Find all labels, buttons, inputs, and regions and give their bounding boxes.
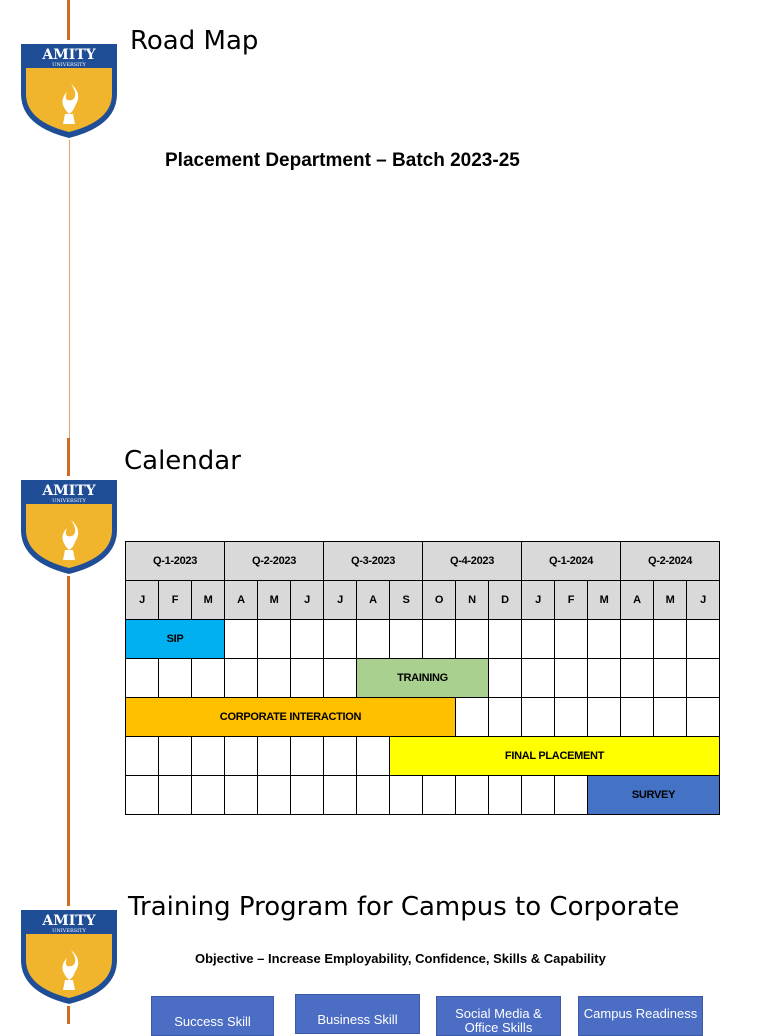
- month-cell: S: [390, 581, 423, 620]
- empty-cell: [588, 620, 621, 659]
- amity-logo: [17, 40, 121, 140]
- month-cell: A: [225, 581, 258, 620]
- empty-cell: [324, 620, 357, 659]
- campus-readiness-button[interactable]: Campus Readiness: [578, 996, 703, 1036]
- empty-cell: [423, 776, 456, 815]
- slide2-title: Calendar: [124, 446, 241, 476]
- empty-cell: [555, 659, 588, 698]
- social-media-office-skills-button[interactable]: Social Media & Office Skills: [436, 996, 561, 1036]
- empty-cell: [258, 620, 291, 659]
- activity-bar-training: TRAINING: [357, 659, 489, 698]
- empty-cell: [456, 698, 489, 737]
- activity-row-corporate: [126, 698, 720, 737]
- empty-cell: [324, 776, 357, 815]
- quarter-cell: Q-2-2023: [225, 542, 324, 581]
- month-cell: F: [555, 581, 588, 620]
- empty-cell: [522, 698, 555, 737]
- month-cell: J: [291, 581, 324, 620]
- empty-cell: [225, 776, 258, 815]
- empty-cell: [489, 659, 522, 698]
- empty-cell: [357, 776, 390, 815]
- empty-cell: [159, 776, 192, 815]
- quarter-cell: Q-4-2023: [423, 542, 522, 581]
- empty-cell: [225, 620, 258, 659]
- empty-cell: [291, 659, 324, 698]
- success-skill-button[interactable]: Success Skill: [151, 996, 274, 1036]
- quarter-row: [126, 542, 720, 581]
- empty-cell: [489, 776, 522, 815]
- logo-sub: UNIVERSITY: [52, 62, 86, 68]
- month-cell: A: [621, 581, 654, 620]
- empty-cell: [489, 620, 522, 659]
- empty-cell: [555, 776, 588, 815]
- activity-bar-corporate: CORPORATE INTERACTION: [126, 698, 456, 737]
- empty-cell: [159, 737, 192, 776]
- empty-cell: [390, 776, 423, 815]
- month-cell: J: [687, 581, 720, 620]
- logo-name: AMITY: [42, 913, 96, 929]
- activity-bar-survey: SURVEY: [588, 776, 720, 815]
- quarter-cell: Q-2-2024: [621, 542, 720, 581]
- empty-cell: [654, 659, 687, 698]
- month-cell: M: [258, 581, 291, 620]
- empty-cell: [687, 620, 720, 659]
- activity-bar-sip: SIP: [126, 620, 225, 659]
- empty-cell: [225, 659, 258, 698]
- empty-cell: [654, 698, 687, 737]
- month-cell: M: [192, 581, 225, 620]
- activity-row-survey: [126, 776, 720, 815]
- empty-cell: [522, 659, 555, 698]
- empty-cell: [555, 698, 588, 737]
- empty-cell: [225, 737, 258, 776]
- activity-row-final: [126, 737, 720, 776]
- activity-row-training: [126, 659, 720, 698]
- empty-cell: [687, 659, 720, 698]
- empty-cell: [192, 659, 225, 698]
- month-cell: A: [357, 581, 390, 620]
- activity-row-sip: [126, 620, 720, 659]
- logo-name: AMITY: [42, 47, 96, 63]
- empty-cell: [258, 659, 291, 698]
- quarter-cell: Q-1-2024: [522, 542, 621, 581]
- month-row: [126, 581, 720, 620]
- activity-bar-final: FINAL PLACEMENT: [390, 737, 720, 776]
- business-skill-button[interactable]: Business Skill: [295, 994, 420, 1034]
- logo-sub: UNIVERSITY: [52, 928, 86, 934]
- month-cell: M: [588, 581, 621, 620]
- empty-cell: [258, 776, 291, 815]
- month-cell: J: [522, 581, 555, 620]
- logo-name: AMITY: [42, 483, 96, 499]
- empty-cell: [390, 620, 423, 659]
- month-cell: N: [456, 581, 489, 620]
- quarter-cell: Q-1-2023: [126, 542, 225, 581]
- empty-cell: [324, 737, 357, 776]
- empty-cell: [687, 698, 720, 737]
- empty-cell: [522, 620, 555, 659]
- empty-cell: [654, 620, 687, 659]
- slide1-subtitle: Placement Department – Batch 2023-25: [165, 150, 520, 171]
- slide1-divider-line-lower: [69, 140, 70, 440]
- empty-cell: [456, 776, 489, 815]
- empty-cell: [126, 659, 159, 698]
- empty-cell: [621, 698, 654, 737]
- empty-cell: [291, 776, 324, 815]
- empty-cell: [324, 659, 357, 698]
- amity-logo: [17, 906, 121, 1006]
- empty-cell: [192, 776, 225, 815]
- empty-cell: [555, 620, 588, 659]
- empty-cell: [159, 659, 192, 698]
- month-cell: J: [324, 581, 357, 620]
- empty-cell: [126, 776, 159, 815]
- empty-cell: [588, 698, 621, 737]
- empty-cell: [258, 737, 291, 776]
- calendar-table: [125, 541, 720, 815]
- month-cell: F: [159, 581, 192, 620]
- month-cell: D: [489, 581, 522, 620]
- empty-cell: [357, 737, 390, 776]
- empty-cell: [588, 659, 621, 698]
- empty-cell: [357, 620, 390, 659]
- amity-logo: [17, 476, 121, 576]
- month-cell: J: [126, 581, 159, 620]
- empty-cell: [192, 737, 225, 776]
- quarter-cell: Q-3-2023: [324, 542, 423, 581]
- empty-cell: [621, 620, 654, 659]
- empty-cell: [621, 659, 654, 698]
- empty-cell: [291, 620, 324, 659]
- slide3-title: Training Program for Campus to Corporate: [128, 892, 680, 922]
- slide1-title: Road Map: [130, 26, 259, 56]
- slide3-objective: Objective – Increase Employability, Confidence, Skills & Capability: [195, 951, 606, 966]
- empty-cell: [456, 620, 489, 659]
- empty-cell: [489, 698, 522, 737]
- month-cell: O: [423, 581, 456, 620]
- empty-cell: [291, 737, 324, 776]
- logo-sub: UNIVERSITY: [52, 498, 86, 504]
- month-cell: M: [654, 581, 687, 620]
- empty-cell: [522, 776, 555, 815]
- empty-cell: [126, 737, 159, 776]
- empty-cell: [423, 620, 456, 659]
